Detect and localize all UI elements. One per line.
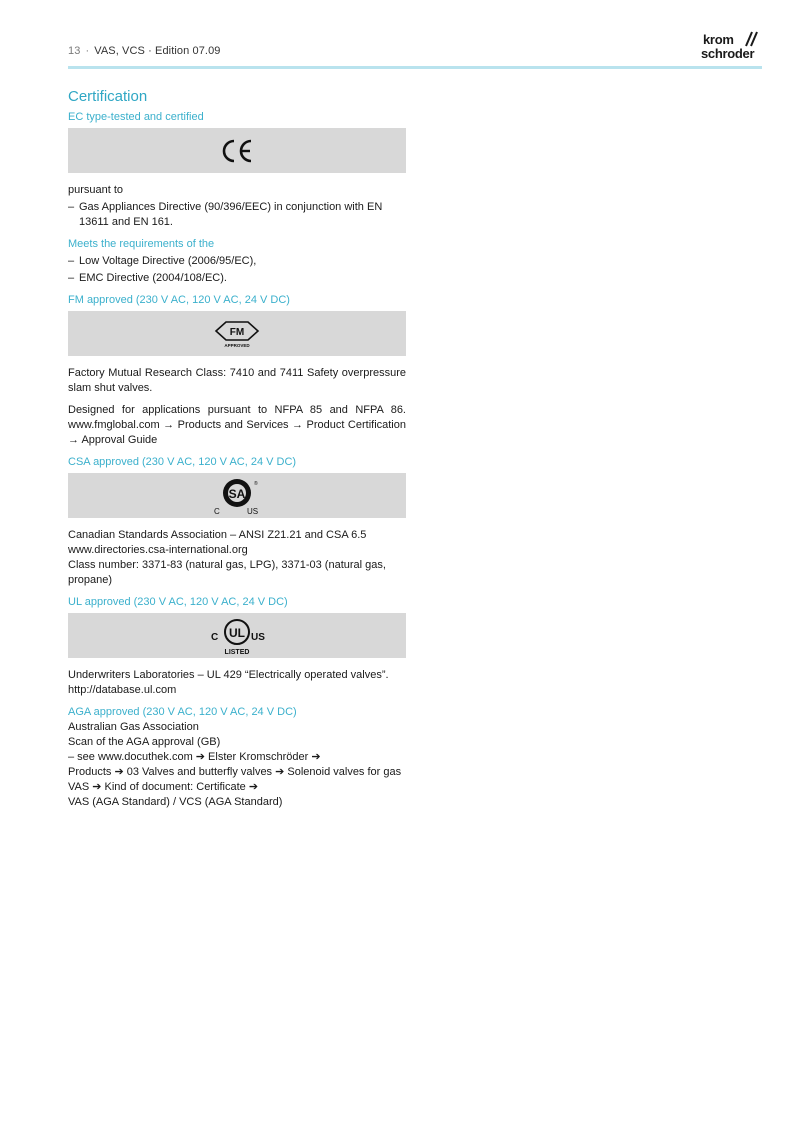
- svg-text:UL: UL: [229, 625, 245, 640]
- header-text: 13 · VAS, VCS · Edition 07.09: [68, 45, 221, 57]
- fm-heading: FM approved (230 V AC, 120 V AC, 24 V DC): [68, 294, 290, 306]
- certification-section: [68, 88, 406, 810]
- ul-mark-listed: LISTED: [224, 648, 250, 656]
- ul-mark-us: US: [251, 631, 265, 643]
- logo-slashes-icon: [740, 31, 760, 47]
- meets-list-item: – Low Voltage Directive (2006/95/EC),: [68, 255, 257, 267]
- page-number: 13: [68, 45, 81, 57]
- header-rule: [68, 66, 762, 69]
- fm-mark-subtext: APPROVED: [224, 342, 250, 348]
- aga-line-4: Products ➔ 03 Valves and butterfly valves ➔ Solenoid valves for gas VAS ➔ Kind of document: Certificate ➔: [68, 766, 402, 793]
- document-title: VAS, VCS · Edition 07.09: [94, 45, 221, 57]
- ul-listed-logo-icon: [207, 615, 267, 657]
- aga-heading: AGA approved (230 V AC, 120 V AC, 24 V DC): [68, 706, 297, 718]
- csa-mark-us: US: [247, 506, 259, 516]
- aga-line-3: – see www.docuthek.com ➔ Elster Kromschröder ➔: [68, 751, 321, 763]
- csa-line-1: Canadian Standards Association – ANSI Z21.21 and CSA 6.5: [68, 529, 367, 541]
- fm-mark-text: FM: [229, 326, 245, 338]
- svg-text:®: ®: [254, 480, 258, 487]
- ec-list-item: – Gas Appliances Directive (90/396/EEC) in conjunction with EN 13611 and EN 161.: [68, 201, 383, 228]
- ec-intro: pursuant to: [68, 184, 124, 196]
- section-title: Certification: [68, 88, 148, 105]
- ul-line-2: http://database.ul.com: [68, 684, 177, 696]
- csa-line-2: www.directories.csa-international.org: [68, 544, 248, 556]
- csa-mark-box: [68, 473, 406, 518]
- fm-paragraph-1: Factory Mutual Research Class: 7410 and 7411 Safety overpressure slam shut valves.: [68, 367, 406, 394]
- ul-line-1: Underwriters Laboratories – UL 429 “Electrically operated valves”.: [68, 669, 389, 681]
- aga-line-1: Australian Gas Association: [68, 721, 199, 733]
- ul-mark-c: C: [211, 631, 219, 643]
- kromschroder-logo: [700, 32, 764, 62]
- aga-line-5: VAS (AGA Standard) / VCS (AGA Standard): [68, 796, 283, 808]
- ce-mark-box: [68, 128, 406, 173]
- fm-paragraph-2: Designed for applications pursuant to NFPA 85 and NFPA 86. www.fmglobal.com → Products and Services → Product Certification → Approval Guide: [68, 404, 406, 446]
- csa-line-3: Class number: 3371-83 (natural gas, LPG), 3371-03 (natural gas, propane): [68, 559, 386, 586]
- ul-mark-box: [68, 613, 406, 658]
- logo-line-1: krom: [703, 32, 734, 47]
- fm-approved-diamond-icon: [213, 319, 261, 349]
- logo-line-2: schroder: [701, 46, 755, 61]
- csa-logo-icon: [209, 474, 265, 518]
- aga-line-2: Scan of the AGA approval (GB): [68, 736, 221, 748]
- ul-heading: UL approved (230 V AC, 120 V AC, 24 V DC): [68, 596, 288, 608]
- ce-mark-icon: [220, 138, 254, 164]
- csa-mark-c: C: [214, 506, 220, 516]
- ec-heading: EC type-tested and certified: [68, 111, 204, 123]
- svg-text:SA: SA: [228, 486, 246, 501]
- csa-heading: CSA approved (230 V AC, 120 V AC, 24 V DC): [68, 456, 297, 468]
- ec-meets-heading: Meets the requirements of the: [68, 238, 215, 250]
- fm-mark-box: [68, 311, 406, 356]
- meets-list-item: – EMC Directive (2004/108/EC).: [68, 272, 227, 284]
- page-header: [0, 0, 794, 72]
